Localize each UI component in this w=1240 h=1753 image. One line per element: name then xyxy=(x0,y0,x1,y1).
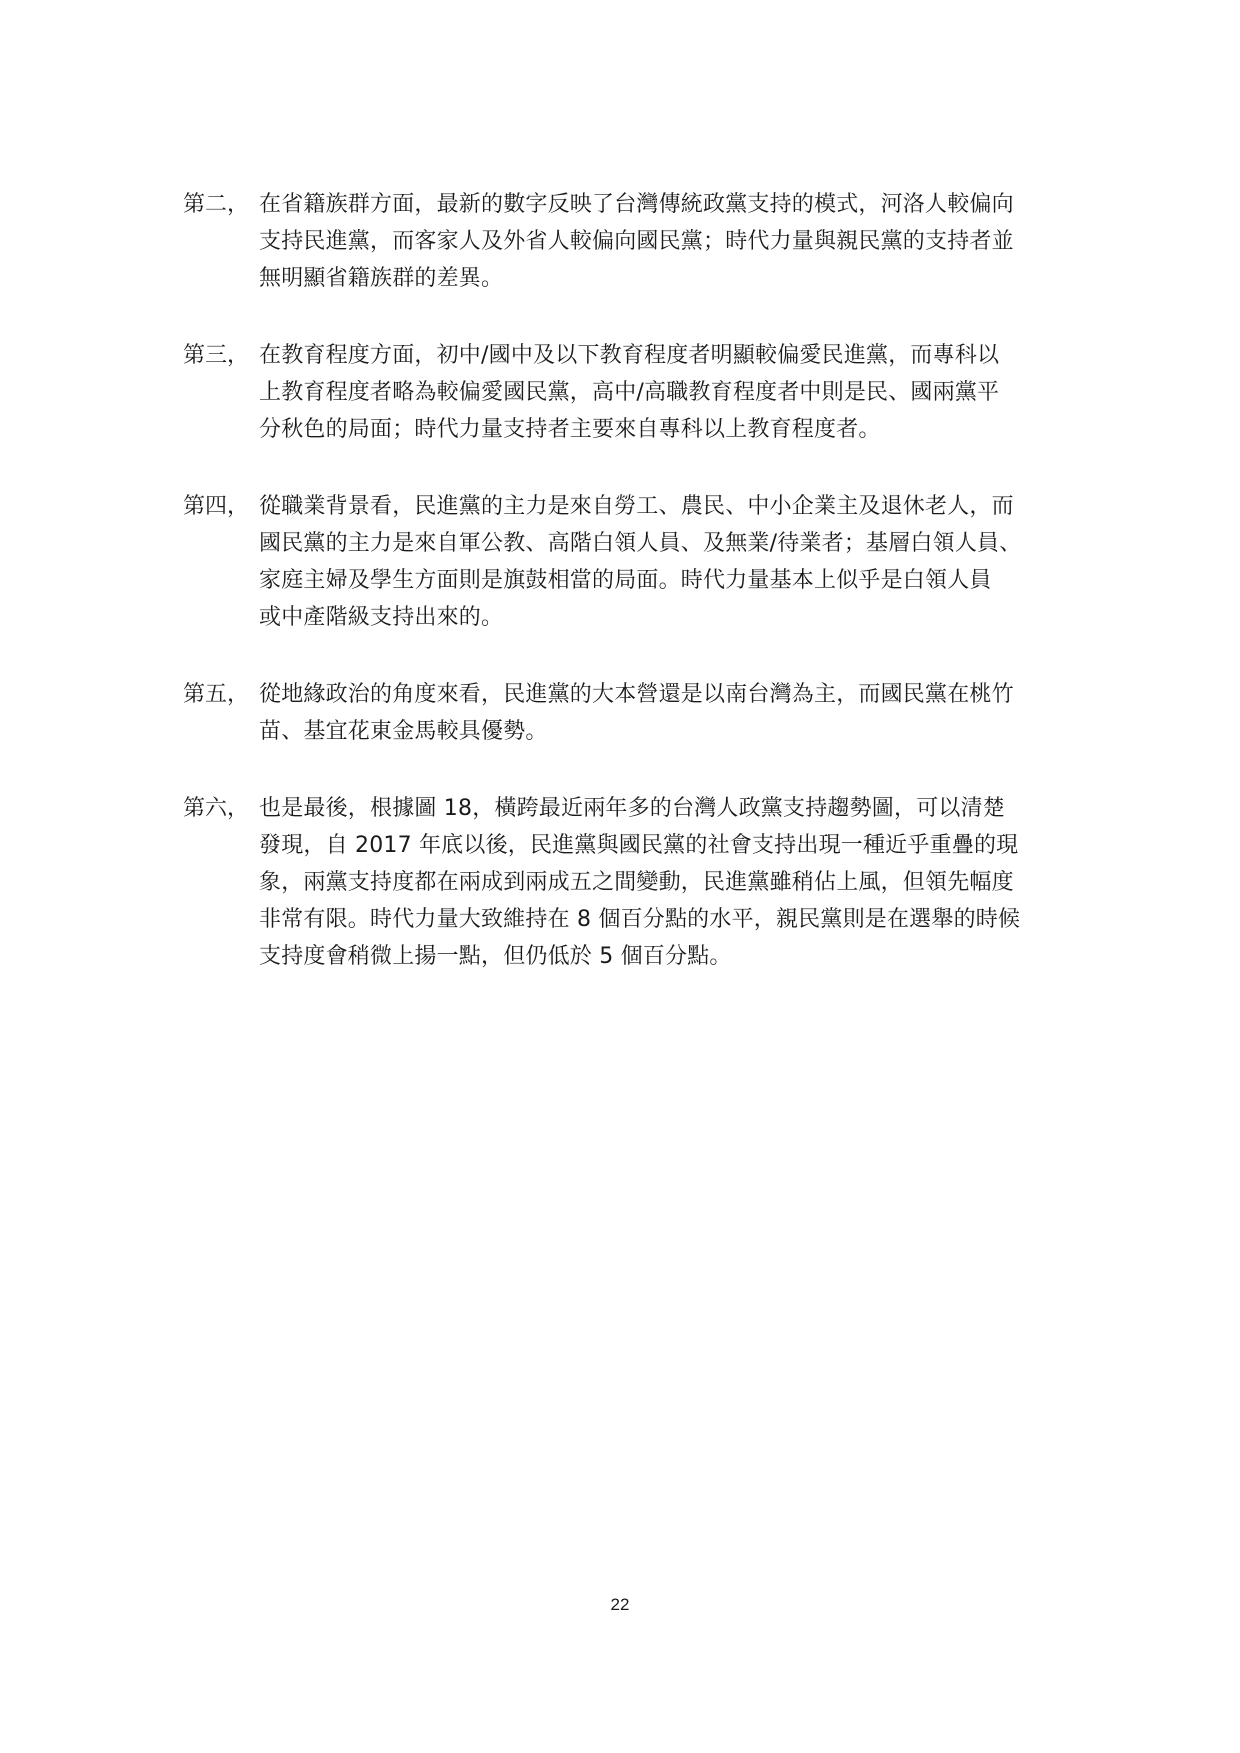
text-line: 家庭主婦及學生方面則是旗鼓相當的局面。時代力量基本上似乎是白領人員 xyxy=(259,568,992,593)
paragraph-third xyxy=(183,337,1095,448)
text-line: 分秋色的局面；時代力量支持者主要來自專科以上教育程度者。 xyxy=(259,417,881,442)
paragraph-label: 第五， xyxy=(183,682,250,707)
text-line: 也是最後，根據圖 18，橫跨最近兩年多的台灣人政黨支持趨勢圖，可以清楚 xyxy=(259,796,1005,821)
text-line: 非常有限。時代力量大致維持在 8 個百分點的水平，親民黨則是在選舉的時候 xyxy=(259,907,1021,932)
paragraph-label: 第六， xyxy=(183,796,250,821)
paragraph-second xyxy=(183,186,1095,297)
text-line: 在教育程度方面，初中/國中及以下教育程度者明顯較偏愛民進黨，而專科以 xyxy=(259,343,1000,368)
text-line: 無明顯省籍族群的差異。 xyxy=(259,266,504,291)
text-line: 苗、基宜花東金馬較具優勢。 xyxy=(259,719,548,744)
text-line: 從職業背景看，民進黨的主力是來自勞工、農民、中小企業主及退休老人，而 xyxy=(259,494,1014,519)
paragraph-label: 第二， xyxy=(183,192,250,217)
paragraph-text xyxy=(259,186,1095,297)
paragraph-sixth xyxy=(183,790,1095,975)
text-line: 象，兩黨支持度都在兩成到兩成五之間變動，民進黨雖稍佔上風，但領先幅度 xyxy=(259,870,1014,895)
text-line: 在省籍族群方面，最新的數字反映了台灣傳統政黨支持的模式，河洛人較偏向 xyxy=(259,192,1014,217)
text-line: 上教育程度者略為較偏愛國民黨，高中/高職教育程度者中則是民、國兩黨平 xyxy=(259,380,1000,405)
paragraph-text xyxy=(259,790,1095,975)
paragraph-fourth xyxy=(183,488,1095,636)
paragraph-label: 第三， xyxy=(183,343,250,368)
paragraph-label: 第四， xyxy=(183,494,250,519)
text-line: 支持民進黨，而客家人及外省人較偏向國民黨；時代力量與親民黨的支持者並 xyxy=(259,229,1014,254)
paragraph-text xyxy=(259,488,1095,636)
text-line: 支持度會稍微上揚一點，但仍低於 5 個百分點。 xyxy=(259,944,732,969)
text-line: 從地緣政治的角度來看，民進黨的大本營還是以南台灣為主，而國民黨在桃竹 xyxy=(259,682,1014,707)
page-number: 22 xyxy=(610,1595,630,1614)
paragraph-text xyxy=(259,676,1095,750)
text-line: 國民黨的主力是來自軍公教、高階白領人員、及無業/待業者；基層白領人員、 xyxy=(259,531,1022,556)
paragraph-list xyxy=(183,186,1095,1015)
text-line: 或中產階級支持出來的。 xyxy=(259,605,504,630)
paragraph-text xyxy=(259,337,1095,448)
text-line: 發現，自 2017 年底以後，民進黨與國民黨的社會支持出現一種近乎重疊的現 xyxy=(259,833,1019,858)
paragraph-fifth xyxy=(183,676,1095,750)
